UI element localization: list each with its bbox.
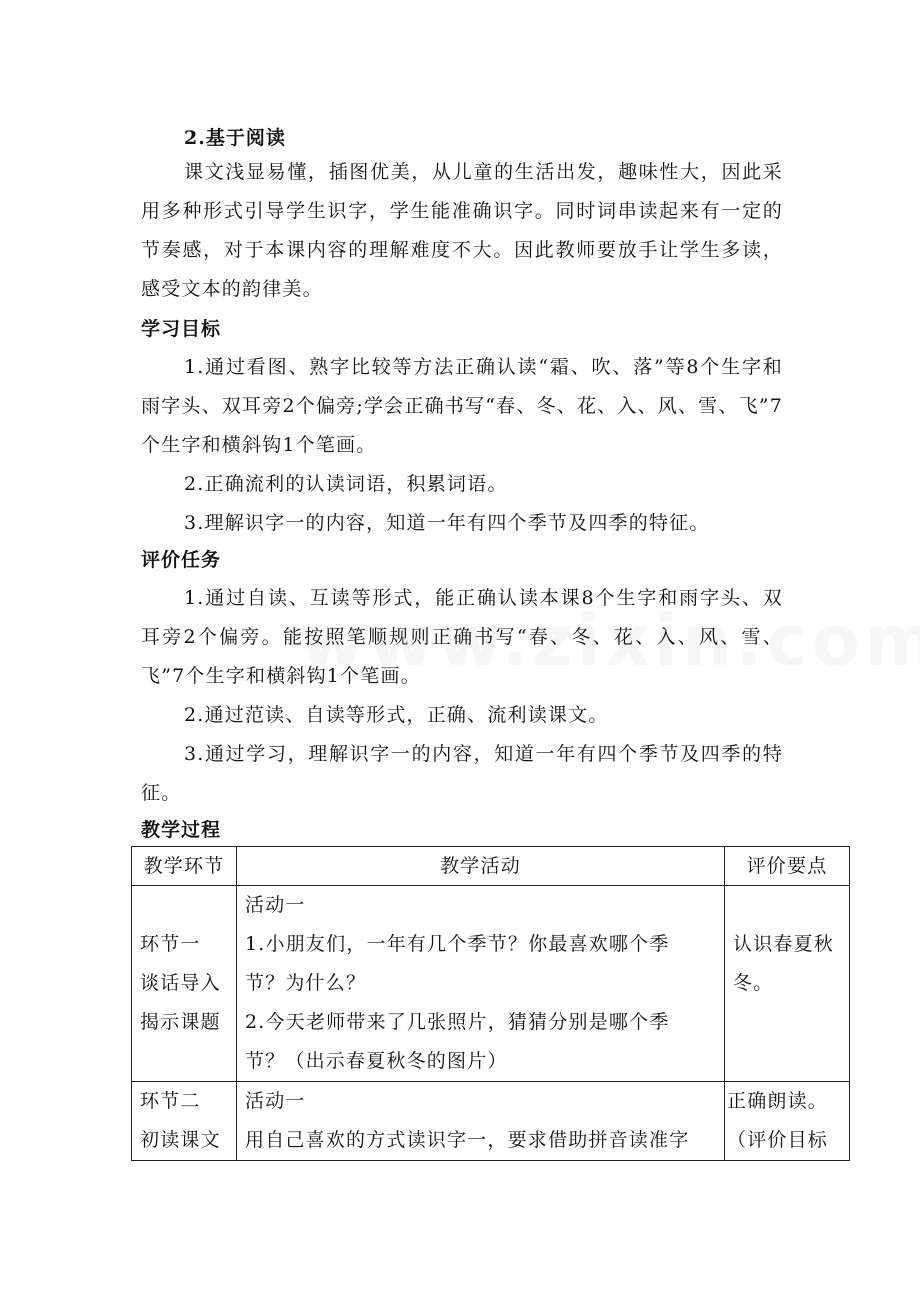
table-row [132, 886, 850, 1082]
paragraph: 3.理解识字一的内容，知道一年有四个季节及四季的特征。 [184, 512, 710, 534]
section-heading: 评价任务 [141, 549, 222, 571]
stage-line: 谈话导入 [140, 972, 221, 994]
activity-line: 1.小朋友们，一年有几个季节？你最喜欢哪个季 [245, 933, 670, 955]
points-line: 冬。 [733, 972, 774, 994]
stage-cell [132, 886, 237, 1082]
section-heading: 学习目标 [141, 318, 222, 340]
paragraph: 课文浅显易懂，插图优美，从儿童的生活出发，趣味性大，因此采用多种形式引导学生识字，学生能准确识字。同时词串读起来有一定的节奏感，对于本课内容的理解难度不大。因此教师要放手让学生多读，感受文本的韵律美。 [141, 161, 783, 300]
teaching-process-table [131, 846, 850, 1161]
stage-line: 初读课文 [140, 1129, 221, 1151]
column-header: 教学活动 [237, 847, 725, 886]
activity-line: 活动一 [245, 1090, 306, 1112]
stage-line: 揭示课题 [140, 1011, 221, 1033]
section-heading: 2.基于阅读 [184, 127, 286, 149]
column-header: 教学环节 [132, 847, 237, 886]
activity-line: 节？为什么？ [245, 972, 367, 994]
activity-line: 2.今天老师带来了几张照片，猜猜分别是哪个季 [245, 1011, 670, 1033]
activity-line: 节？（出示春夏秋冬的图片） [245, 1050, 508, 1072]
points-line: （评价目标 [727, 1129, 829, 1151]
activity-cell [237, 1082, 725, 1161]
stage-line: 环节二 [140, 1090, 201, 1112]
activity-line: 用自己喜欢的方式读识字一，要求借助拼音读准字 [245, 1129, 690, 1151]
activity-cell [237, 886, 725, 1082]
points-line: 正确朗读。 [727, 1090, 829, 1112]
table-row [132, 1082, 850, 1161]
points-cell [725, 886, 850, 1082]
paragraph: 1.通过自读、互读等形式，能正确认读本课8个生字和雨字头、双耳旁2个偏旁。能按照笔顺规则正确书写“春、冬、花、入、风、雪、飞”7个生字和横斜钩1个笔画。 [141, 587, 783, 687]
paragraph: 1.通过看图、熟字比较等方法正确认读“霜、吹、落”等8个生字和雨字头、双耳旁2个偏旁;学会正确书写“春、冬、花、入、风、雪、飞”7个生字和横斜钩1个笔画。 [141, 356, 783, 456]
section-heading: 教学过程 [141, 819, 222, 841]
stage-line: 环节一 [140, 933, 201, 955]
column-header: 评价要点 [725, 847, 850, 886]
paragraph: 2.通过范读、自读等形式，正确、流利读课文。 [184, 704, 609, 726]
table-header-row [132, 847, 850, 886]
activity-line: 活动一 [245, 894, 306, 916]
points-cell [725, 1082, 850, 1161]
paragraph: 3.通过学习，理解识字一的内容，知道一年有四个季节及四季的特征。 [141, 743, 783, 804]
paragraph: 2.正确流利的认读词语，积累词语。 [184, 473, 508, 495]
stage-cell [132, 1082, 237, 1161]
points-line: 认识春夏秋 [733, 933, 835, 955]
